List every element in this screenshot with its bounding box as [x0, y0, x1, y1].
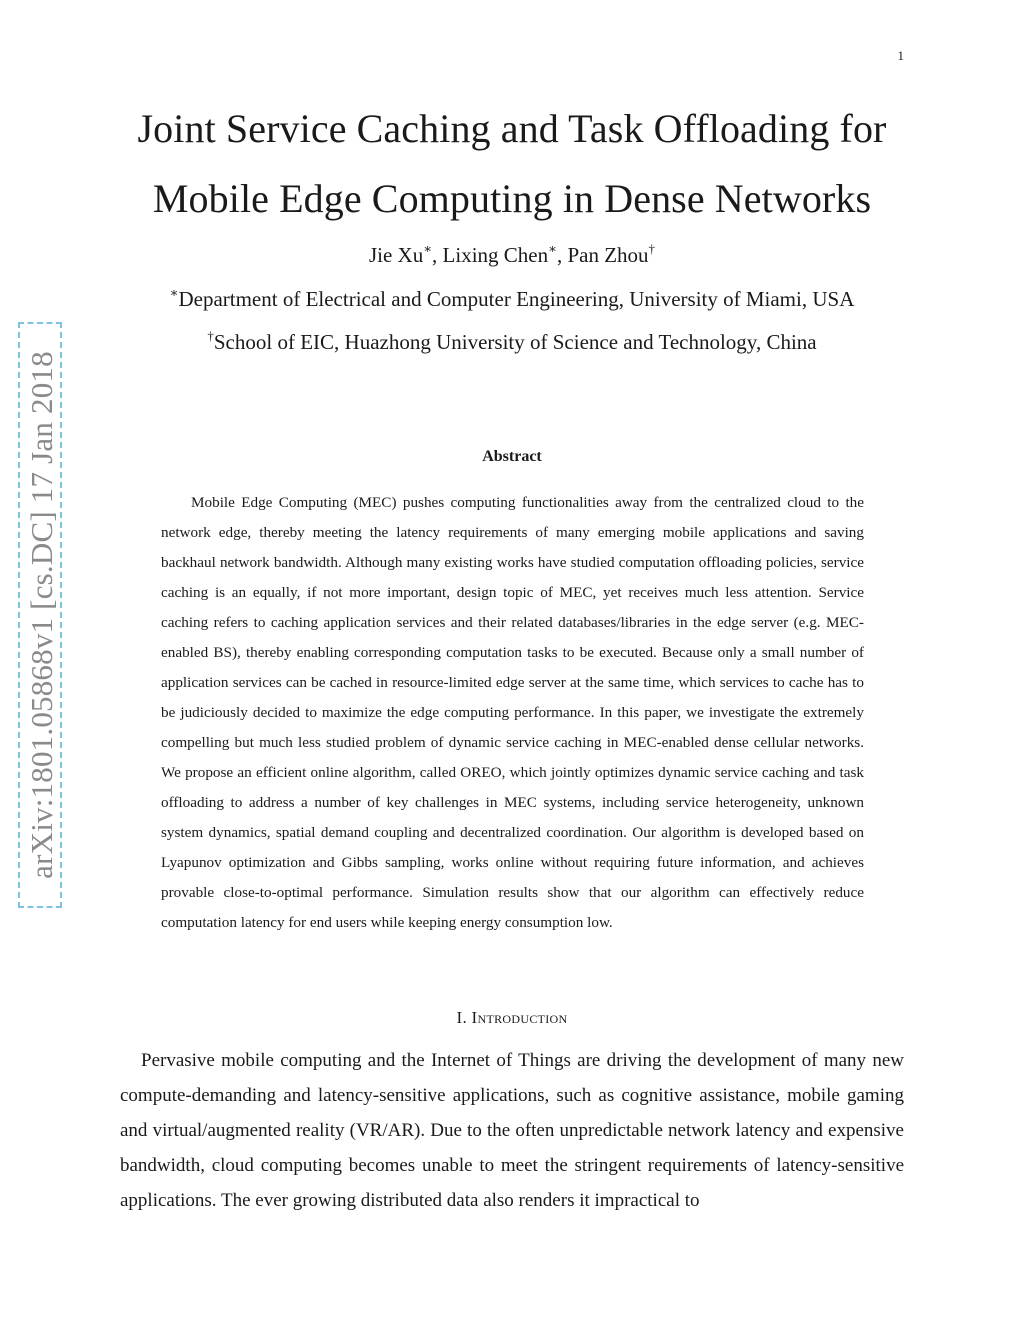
- affiliation-mark: ∗: [169, 285, 179, 300]
- intro-body: Pervasive mobile computing and the Internet of Things are driving the development of many new compute-demanding and latency-sensitive applications, such as cognitive assistance, mobile gaming and virtual/augmented reality (VR/AR). Due to the often unpredictable network latency and expensive bandwidth, cloud computing becomes unable to meet the stringent requirements of latency-sensitive applications. The ever growing distributed data also renders it impractical to: [120, 1050, 904, 1211]
- author-mark: ∗: [548, 241, 557, 256]
- paper-title: [60, 94, 964, 234]
- affiliation-text: Department of Electrical and Computer Engineering, University of Miami, USA: [178, 287, 855, 311]
- author-mark: ∗: [423, 241, 433, 256]
- arxiv-stamp: arXiv:1801.05868v1 [cs.DC] 17 Jan 2018: [24, 351, 59, 879]
- abstract-heading: Abstract: [482, 448, 542, 465]
- affiliation-1: [40, 283, 984, 315]
- title-line-2: Mobile Edge Computing in Dense Networks: [152, 176, 872, 221]
- author-name: Pan Zhou: [567, 243, 649, 267]
- section-heading: [60, 1008, 964, 1028]
- author-list: [60, 239, 964, 271]
- abstract-body: Mobile Edge Computing (MEC) pushes computing functionalities away from the centralized cloud to the network edge, thereby meeting the latency requirements of many emerging mobile applications and saving backhaul network bandwidth. Although many existing works have studied computation offloading policies, service caching is an equally, if not more important, design topic of MEC, yet receives much less attention. Service caching refers to caching application services and their related databases/libraries in the edge server (e.g. MEC-enabled BS), thereby enabling corresponding computation tasks to be executed. Because only a small number of application services can be cached in resource-limited edge server at the same time, which services to cache has to be judiciously decided to maximize the edge computing performance. In this paper, we investigate the extremely compelling but much less studied problem of dynamic service caching in MEC-enabled dense cellular networks. We propose an efficient online algorithm, called OREO, which jointly optimizes dynamic service caching and task offloading to address a number of key challenges in MEC systems, including service heterogeneity, unknown system dynamics, spatial demand coupling and decentralized coordination. Our algorithm is developed based on Lyapunov optimization and Gibbs sampling, works online without requiring future information, and achieves provable close-to-optimal performance. Simulation results show that our algorithm can effectively reduce computation latency for end users while keeping energy consumption low.: [161, 494, 864, 931]
- affiliation-text: School of EIC, Huazhong University of Science and Technology, China: [213, 330, 817, 354]
- page-number: 1: [897, 48, 904, 63]
- author-mark: †: [648, 241, 656, 256]
- author-separator: ,: [432, 243, 443, 267]
- section-heading-text: I. Introduction: [456, 1008, 568, 1027]
- title-line-1: Joint Service Caching and Task Offloading for: [137, 106, 887, 151]
- author-name: Jie Xu: [368, 243, 424, 267]
- author-name: Lixing Chen: [442, 243, 549, 267]
- affiliation-2: [40, 326, 984, 358]
- author-separator: ,: [556, 243, 568, 267]
- affiliation-mark: †: [207, 328, 214, 343]
